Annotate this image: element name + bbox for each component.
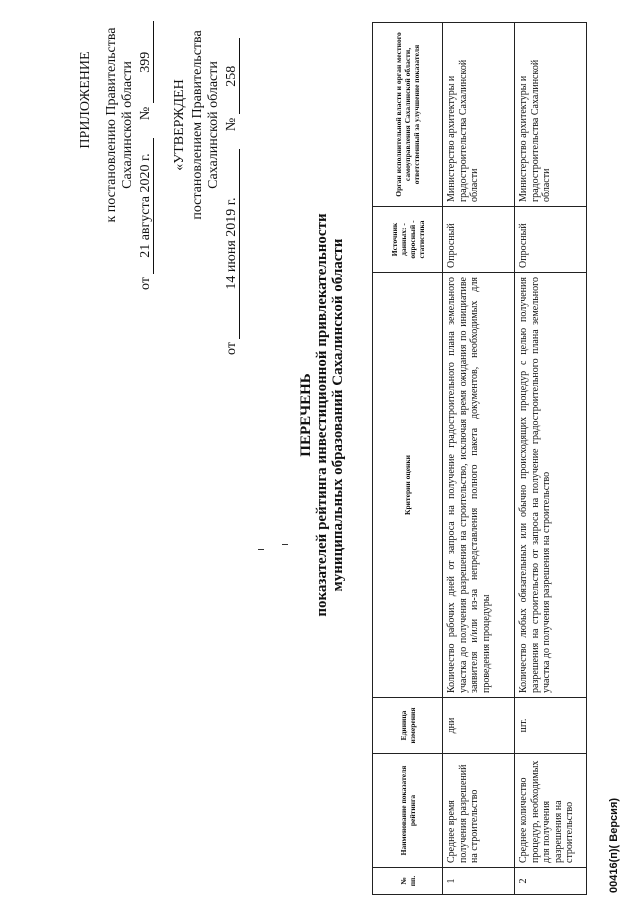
document-title-line-2: показателей рейтинга инвестиционной привлекательности [314, 213, 330, 617]
document-title-line-1: ПЕРЕЧЕНЬ [298, 373, 314, 457]
table-header-row [373, 23, 443, 895]
table-row [515, 23, 587, 895]
document-title [298, 165, 346, 665]
appendix-date: 21 августа 2020 г. [138, 138, 154, 274]
approved-line-2: Сахалинской области [206, 61, 221, 189]
approved-line-1: постановлением Правительства [190, 30, 205, 220]
document-title-line-3: муниципальных образований Сахалинской области [330, 238, 346, 592]
row-number: 2 [515, 868, 587, 895]
row-criteria: Количество рабочих дней от запроса на получение градостроительного плана земельного участка до получения разрешения на строительство, исключая время ожидания по инициативе заявителя и/или из-за непредставления полного пакета документов, необходимых для проведения процедуры [443, 273, 515, 698]
appendix-title: ПРИЛОЖЕНИЕ [78, 51, 93, 149]
row-unit: шт. [515, 698, 587, 754]
row-number: 1 [443, 868, 515, 895]
appendix-date-line [138, 0, 154, 290]
approved-from-label: от [224, 342, 239, 355]
row-indicator-name: Среднее количество процедур, необходимых для получения разрешения на строительство [515, 754, 587, 868]
column-header-authority: Орган исполнительной власти и орган местного самоуправления Сахалинской области, ответственный за улучшение показателя [373, 23, 443, 207]
row-authority: Министерство архитектуры и градостроительства Сахалинской области [443, 23, 515, 207]
approved-date: 14 июня 2019 г. [224, 149, 240, 339]
document-code: 00416(п)( Версия) [608, 797, 620, 893]
row-source: Опросный [515, 207, 587, 273]
row-criteria: Количество любых обязательных или обычно происходящих процедур с целью получения разрешения на строительство от запроса на получение градостроительного плана земельного участка до получения разрешения на строительство [515, 273, 587, 698]
approved-number: 258 [224, 38, 240, 114]
appendix-number-sign: № [138, 106, 153, 121]
scan-mark [282, 541, 288, 545]
appendix-number: 399 [138, 21, 154, 103]
table-row [443, 23, 515, 895]
approved-title: «УТВЕРЖДЕН [172, 79, 187, 171]
appendix-from-label: от [138, 277, 153, 290]
appendix-line-2: Сахалинской области [120, 61, 135, 189]
row-source: Опросный [443, 207, 515, 273]
column-header-criteria: Критерии оценки [373, 273, 443, 698]
column-header-name: Наименование показателя рейтинга [373, 754, 443, 868]
scan-mark [258, 546, 264, 550]
column-header-unit: Единица измерения [373, 698, 443, 754]
row-indicator-name: Среднее время получения разрешений на строительство [443, 754, 515, 868]
column-header-source: Источник данных: - опросный - статистика [373, 207, 443, 273]
row-authority: Министерство архитектуры и градостроительства Сахалинской области [515, 23, 587, 207]
appendix-line-1: к постановлению Правительства [104, 27, 119, 223]
approved-date-line [224, 5, 240, 355]
approved-number-sign: № [224, 117, 239, 132]
row-unit: дни [443, 698, 515, 754]
column-header-number: № пп. [373, 868, 443, 895]
indicators-table [372, 22, 587, 895]
